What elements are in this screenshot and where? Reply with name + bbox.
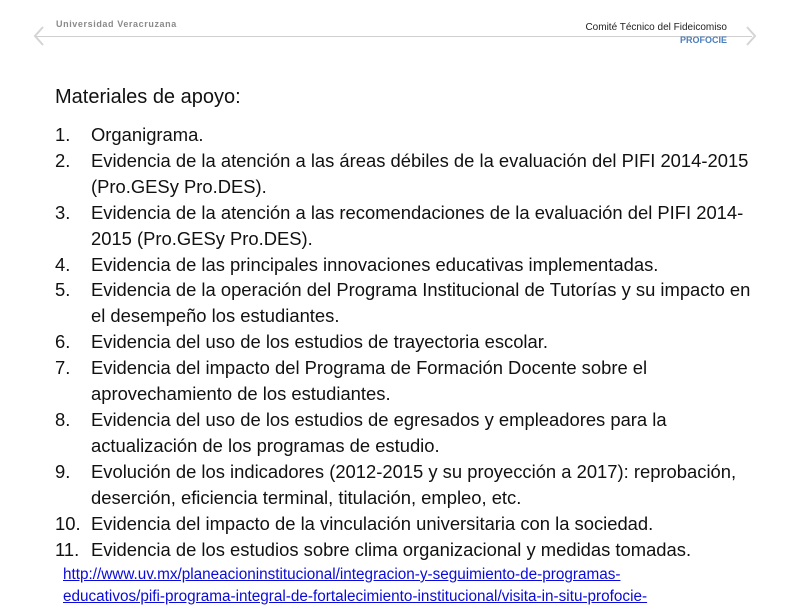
list-item	[55, 459, 760, 511]
item-text: Organigrama.	[91, 124, 204, 145]
list-item	[55, 200, 760, 252]
item-text: Evidencia de la atención a las recomendaciones de la evaluación del PIFI 2014-2015 (Pro.GESy Pro.DES).	[91, 201, 744, 249]
item-text: Evidencia de las principales innovaciones educativas implementadas.	[91, 253, 659, 275]
item-number: 2.	[55, 149, 71, 171]
list-item	[55, 407, 760, 459]
page-title: Materiales de apoyo:	[55, 86, 241, 108]
item-text: Evidencia de los estudios sobre clima organizacional y medidas tomadas.	[91, 538, 692, 560]
header-divider	[36, 36, 752, 37]
item-number: 8.	[55, 408, 71, 430]
item-number: 3.	[55, 201, 71, 223]
item-text: Evidencia del uso de los estudios de egresados y empleadores para la actualización de los programas de estudio.	[91, 408, 667, 456]
list-item	[55, 511, 760, 537]
reference-link-line2[interactable]: educativos/pifi-programa-integral-de-fortalecimiento-institucional/visita-in-situ-profocie-	[63, 588, 648, 605]
program-name: PROFOCIE	[679, 35, 727, 45]
item-text: Evidencia del uso de los estudios de trayectoria escolar.	[91, 331, 548, 353]
item-text: Evidencia del impacto de la vinculación universitaria con la sociedad.	[91, 512, 654, 534]
item-number: 1.	[55, 124, 71, 145]
item-number: 5.	[55, 279, 71, 301]
item-text: Evidencia de la atención a las áreas débiles de la evaluación del PIFI 2014-2015 (Pro.GESy Pro.DES).	[91, 149, 749, 197]
materials-list	[55, 122, 760, 562]
list-item	[55, 122, 760, 148]
item-number: 9.	[55, 460, 71, 482]
list-item	[55, 252, 760, 278]
item-number: 11.	[55, 538, 80, 560]
list-item	[55, 277, 760, 329]
committee-name: Comité Técnico del Fideicomiso	[585, 22, 727, 33]
item-number: 10.	[55, 512, 81, 534]
university-logo: Universidad Veracruzana	[56, 19, 177, 29]
chevron-left-icon	[32, 24, 46, 48]
list-item	[55, 355, 760, 407]
list-item	[55, 537, 760, 563]
item-text: Evidencia de la operación del Programa Institucional de Tutorías y su impacto en el desempeño los estudiantes.	[91, 279, 751, 327]
item-number: 4.	[55, 253, 71, 275]
item-number: 7.	[55, 357, 71, 379]
reference-link-line1[interactable]: http://www.uv.mx/planeacioninstitucional/integracion-y-seguimiento-de-programas-	[63, 566, 621, 583]
item-text: Evolución de los indicadores (2012-2015 y su proyección a 2017): reprobación, deserción, eficiencia terminal, titulación, empleo, etc.	[91, 460, 737, 508]
item-number: 6.	[55, 331, 71, 353]
item-text: Evidencia del impacto del Programa de Formación Docente sobre el aprovechamiento de los estudiantes.	[91, 357, 648, 405]
chevron-right-icon	[744, 24, 758, 48]
list-item	[55, 148, 760, 200]
list-item	[55, 329, 760, 355]
